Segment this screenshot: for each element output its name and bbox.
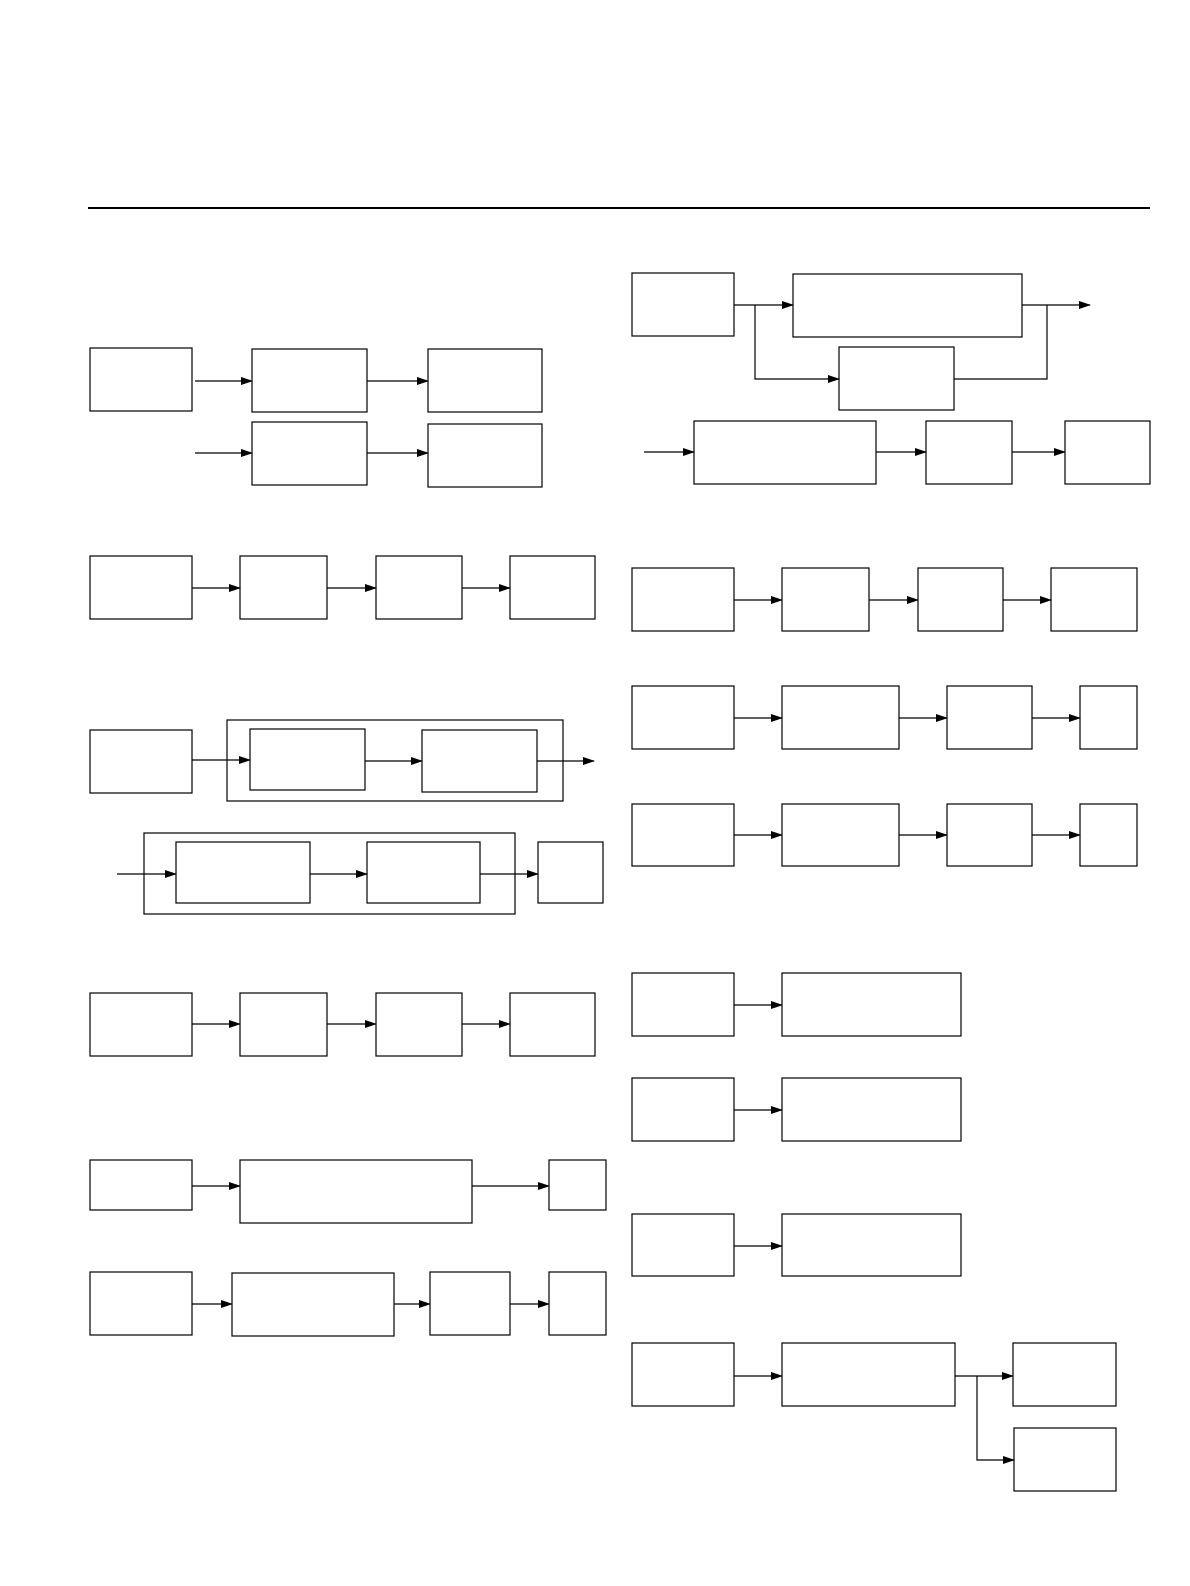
process-box	[90, 556, 192, 619]
process-box	[839, 347, 954, 410]
process-box	[632, 804, 734, 866]
diagram-right-3	[632, 686, 1137, 866]
process-box	[632, 1214, 734, 1276]
process-box	[549, 1272, 606, 1335]
process-box	[632, 973, 734, 1036]
diagram-right-5	[632, 1214, 961, 1276]
process-box	[549, 1160, 606, 1210]
process-box	[947, 686, 1032, 749]
process-box	[1080, 804, 1137, 866]
diagram-right-4	[632, 973, 961, 1141]
process-box	[926, 421, 1012, 484]
process-box	[510, 993, 595, 1056]
process-box	[1013, 1343, 1116, 1406]
process-box	[240, 1160, 472, 1223]
diagram-left-1	[90, 348, 542, 487]
diagram-right-6	[632, 1343, 1116, 1491]
process-box	[694, 421, 876, 484]
branch-arrow	[977, 1376, 1014, 1460]
process-box	[232, 1273, 394, 1336]
process-box	[90, 993, 192, 1056]
process-box	[430, 1272, 510, 1335]
process-box	[240, 993, 327, 1056]
process-box	[947, 804, 1032, 866]
process-box	[510, 556, 595, 619]
process-box	[782, 686, 899, 749]
diagram-right-1	[632, 273, 1150, 484]
process-box	[428, 424, 542, 487]
diagram-left-5	[90, 1160, 606, 1223]
diagram-left-2	[90, 556, 595, 619]
process-box	[782, 1343, 955, 1406]
process-box	[1051, 568, 1137, 631]
process-box	[632, 1343, 734, 1406]
process-box	[782, 1078, 961, 1141]
process-box	[252, 349, 367, 412]
process-box	[793, 274, 1022, 337]
process-box	[1065, 421, 1150, 484]
diagram-left-4	[90, 993, 595, 1056]
diagram-right-2	[632, 568, 1137, 631]
process-box	[538, 842, 603, 903]
process-box	[252, 422, 367, 485]
diagram-left-3	[90, 720, 603, 914]
process-box	[1080, 686, 1137, 749]
process-box	[376, 556, 462, 619]
process-box	[632, 568, 734, 631]
process-box	[782, 568, 869, 631]
process-box	[176, 842, 310, 903]
process-box	[1014, 1428, 1116, 1491]
process-box	[90, 1160, 192, 1210]
process-box	[632, 273, 734, 336]
process-box	[90, 348, 192, 411]
process-box	[782, 804, 899, 866]
process-box	[367, 842, 480, 903]
process-box	[782, 1214, 961, 1276]
process-box	[90, 1272, 192, 1335]
process-box	[918, 568, 1003, 631]
process-box	[428, 349, 542, 412]
process-box	[782, 973, 961, 1036]
process-box	[376, 993, 462, 1056]
process-box	[250, 729, 365, 790]
diagram-left-6	[90, 1272, 606, 1336]
process-box	[240, 556, 327, 619]
process-box	[632, 1078, 734, 1141]
process-box	[90, 730, 192, 793]
process-box	[422, 730, 537, 792]
process-box	[632, 686, 734, 749]
